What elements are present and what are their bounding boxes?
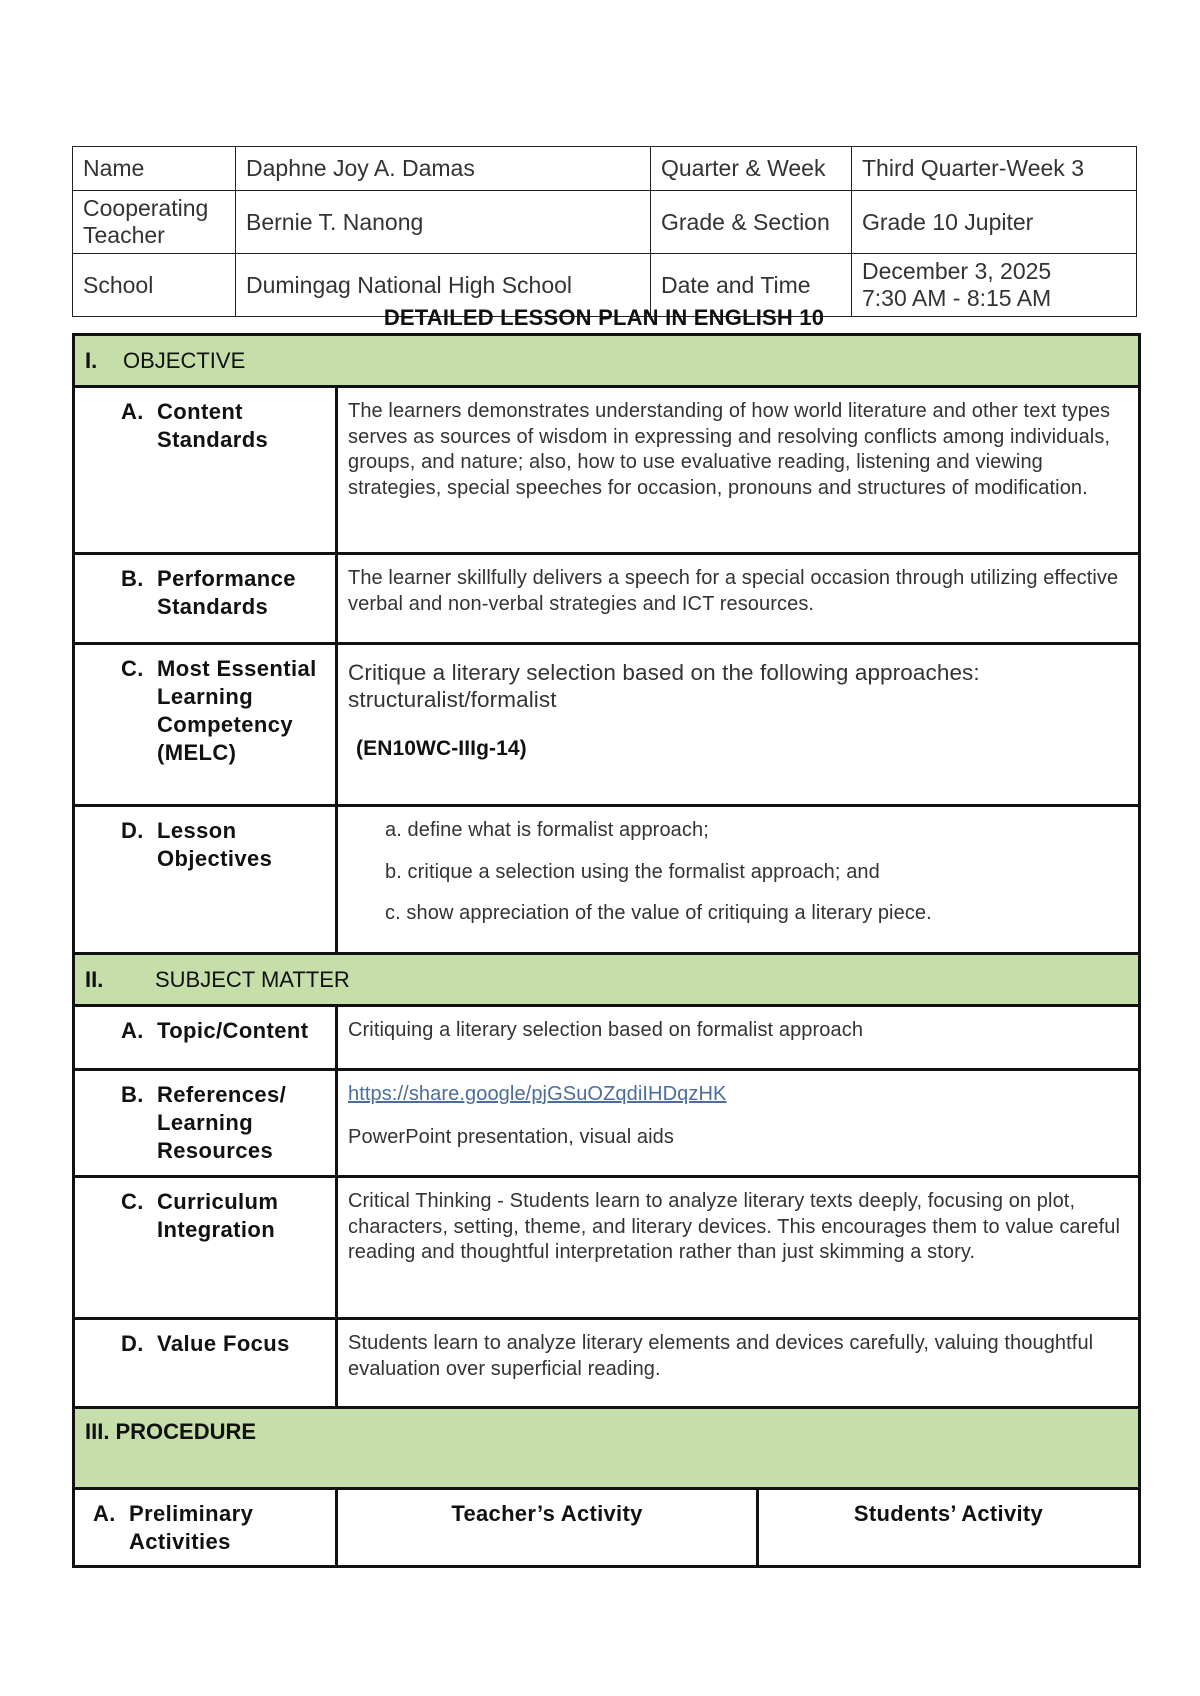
school-value: Dumingag National High School: [236, 254, 651, 317]
name-label: Name: [73, 147, 236, 191]
item-letter: A.: [93, 1501, 116, 1526]
content-standards-text: The learners demonstrates understanding of how world literature and other text types serves as sources of wisdom in expressing and resolving conflicts among individuals, groups, and nature; also, how to use evaluative reading, listening and viewing strategies, special speeches for occasion, pronouns and structures of modification.: [337, 387, 1140, 554]
students-activity-header: Students’ Activity: [758, 1489, 1140, 1567]
grade-section-value: Grade 10 Jupiter: [852, 191, 1137, 254]
document-title: DETAILED LESSON PLAN IN ENGLISH 10: [383, 305, 825, 330]
lesson-objectives-row: [74, 806, 1140, 954]
cooperating-teacher-value: Bernie T. Nanong: [236, 191, 651, 254]
section-number: II.: [85, 966, 104, 992]
item-letter: B.: [121, 1082, 144, 1107]
melc-row: [74, 644, 1140, 806]
section-title: SUBJECT MATTER: [155, 966, 350, 992]
date-value: December 3, 2025: [862, 258, 1052, 284]
section-title: PROCEDURE: [115, 1419, 257, 1444]
reference-link[interactable]: https://share.google/pjGSuOZqdiIHDqzHK: [348, 1083, 727, 1105]
name-value: Daphne Joy A. Damas: [236, 147, 651, 191]
section-header-subject-matter: [74, 954, 1140, 1006]
preliminary-row: [74, 1489, 1140, 1567]
curriculum-label: Curriculum Integration: [157, 1189, 279, 1242]
lesson-plan-table: [72, 333, 1141, 1568]
cooperating-teacher-label: Cooperating Teacher: [73, 191, 236, 254]
lesson-objectives-list: [337, 806, 1140, 954]
lesson-objectives-label: Lesson Objectives: [157, 818, 273, 871]
list-item: a. define what is formalist approach;: [385, 819, 709, 841]
section-header-procedure: [74, 1408, 1140, 1489]
grade-section-label: Grade & Section: [651, 191, 852, 254]
list-item: b. critique a selection using the formalist approach; and: [385, 860, 880, 883]
section-header-objective: [74, 335, 1140, 387]
performance-standards-text: The learner skillfully delivers a speech for a special occasion through utilizing effective verbal and non-verbal strategies and ICT resources.: [337, 554, 1140, 644]
info-table: [72, 146, 1137, 317]
item-letter: A.: [121, 399, 144, 424]
performance-standards-row: [74, 554, 1140, 644]
section-title: OBJECTIVE: [123, 347, 246, 373]
time-value: 7:30 AM - 8:15 AM: [862, 285, 1052, 311]
references-text: PowerPoint presentation, visual aids: [348, 1125, 675, 1148]
item-letter: D.: [121, 1331, 144, 1356]
teacher-activity-header: Teacher’s Activity: [337, 1489, 758, 1567]
melc-label: Most Essential Learning Competency (MELC): [157, 656, 317, 765]
curriculum-row: [74, 1177, 1140, 1319]
performance-standards-label: Performance Standards: [157, 566, 296, 619]
item-letter: B.: [121, 566, 144, 591]
list-item: c. show appreciation of the value of critiquing a literary piece.: [385, 902, 932, 924]
item-letter: A.: [121, 1018, 144, 1043]
topic-text: Critiquing a literary selection based on formalist approach: [337, 1006, 1140, 1070]
item-letter: D.: [121, 818, 144, 843]
value-focus-text: Students learn to analyze literary elements and devices carefully, valuing thoughtful evaluation over superficial reading.: [337, 1319, 1140, 1408]
melc-code: (EN10WC-IIIg-14): [356, 737, 527, 760]
content-standards-label: Content Standards: [157, 399, 269, 452]
content-standards-row: [74, 387, 1140, 554]
value-focus-label: Value Focus: [157, 1331, 290, 1356]
info-row: [73, 147, 1137, 191]
item-letter: C.: [121, 1189, 144, 1214]
references-row: [74, 1070, 1140, 1177]
topic-row: [74, 1006, 1140, 1070]
melc-text: Critique a literary selection based on the following approaches: structuralist/formalist: [348, 660, 980, 712]
date-time-label: Date and Time: [651, 254, 852, 317]
quarter-label: Quarter & Week: [651, 147, 852, 191]
school-label: School: [73, 254, 236, 317]
curriculum-text: Critical Thinking - Students learn to analyze literary texts deeply, focusing on plot, characters, setting, theme, and literary devices. This encourages them to value careful reading and thoughtful interpretation rather than just skimming a story.: [337, 1177, 1140, 1319]
info-row: [73, 191, 1137, 254]
references-label: References/ Learning Resources: [157, 1082, 287, 1163]
topic-label: Topic/Content: [157, 1018, 309, 1043]
value-focus-row: [74, 1319, 1140, 1408]
section-number: III.: [85, 1419, 110, 1444]
preliminary-label: Preliminary Activities: [129, 1501, 254, 1554]
section-number: I.: [85, 347, 98, 373]
quarter-value: Third Quarter-Week 3: [852, 147, 1137, 191]
item-letter: C.: [121, 656, 144, 681]
